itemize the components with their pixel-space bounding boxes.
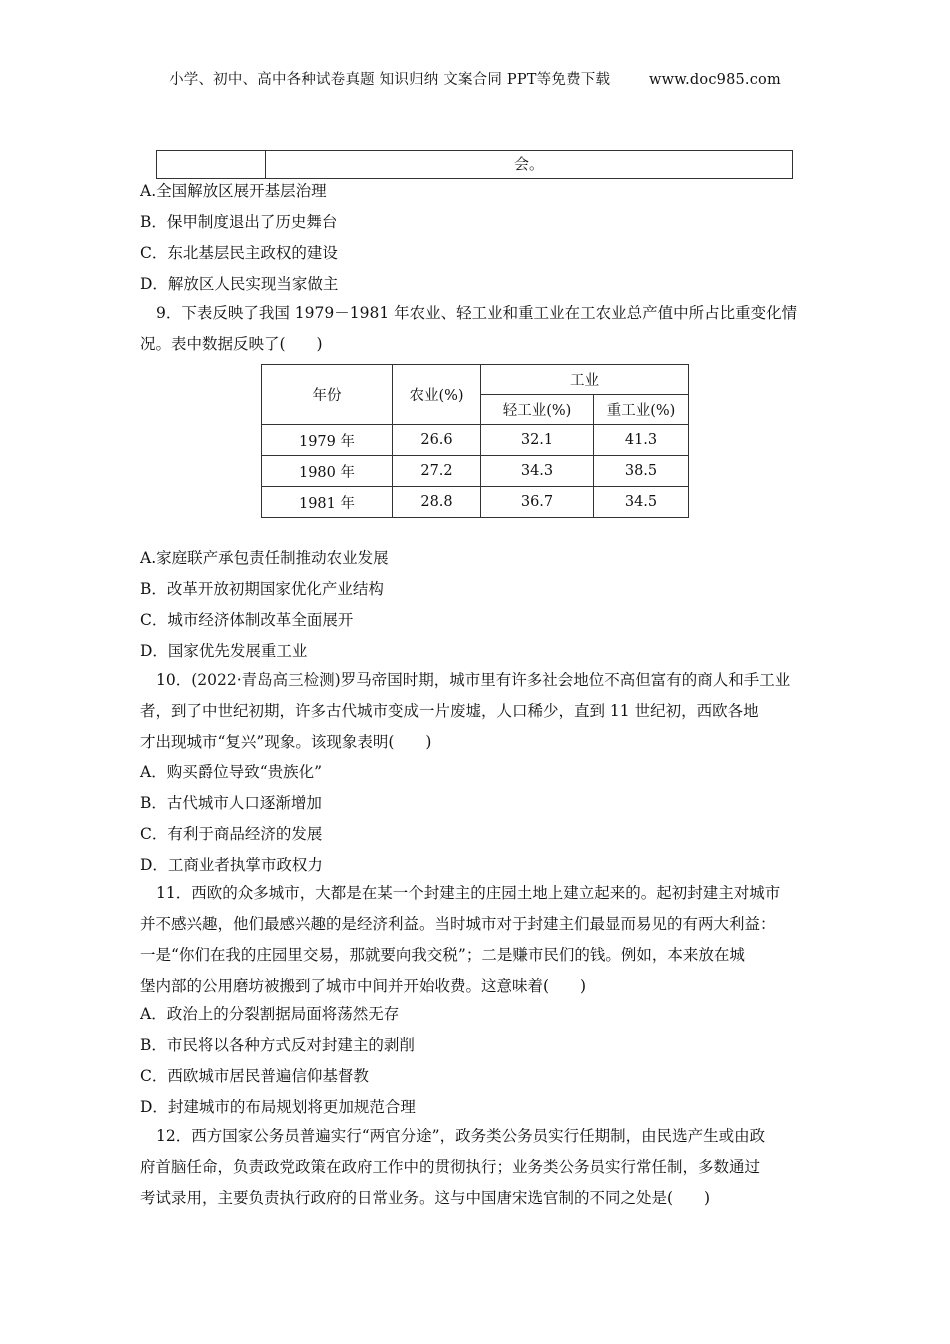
q10-option-a: A．购买爵位导致“贵族化”	[140, 763, 323, 781]
continued-table-cell: 会。	[513, 155, 544, 173]
q11-option-d: D．封建城市的布局规划将更加规范合理	[140, 1098, 416, 1116]
table-cell-light: 32.1	[481, 425, 594, 456]
table-cell-heavy: 38.5	[594, 456, 689, 487]
page-header	[0, 68, 950, 89]
q8-option-a: A.全国解放区展开基层治理	[140, 182, 327, 200]
header-site: www.doc985.com	[648, 72, 781, 88]
table-cell-agri: 26.6	[393, 425, 481, 456]
table-cell-year: 1981 年	[262, 487, 393, 518]
table-cell-agri: 28.8	[393, 487, 481, 518]
q9-stem-line: 9．下表反映了我国 1979－1981 年农业、轻工业和重工业在工农业总产值中所占比重变化情	[156, 304, 798, 322]
q10-stem-line: 才出现城市“复兴”现象。该现象表明( )	[140, 733, 432, 751]
table-row	[262, 487, 689, 518]
continued-table-row	[156, 150, 793, 179]
table-cell-light: 34.3	[481, 456, 594, 487]
q10-option-c: C．有利于商品经济的发展	[140, 825, 323, 843]
q11-stem	[140, 878, 812, 1002]
table-cell-heavy: 34.5	[594, 487, 689, 518]
q11-option-b: B．市民将以各种方式反对封建主的剥削	[140, 1036, 415, 1054]
table-row	[262, 456, 689, 487]
q9-option-c: C．城市经济体制改革全面展开	[140, 611, 354, 629]
table-header-year: 年份	[262, 365, 393, 425]
table-header-agri: 农业(%)	[393, 365, 481, 425]
table-header-industry: 工业	[481, 365, 689, 395]
q12-stem-line: 考试录用，主要负责执行政府的日常业务。这与中国唐宋选官制的不同之处是( )	[140, 1189, 711, 1207]
q11-stem-line: 堡内部的公用磨坊被搬到了城市中间并开始收费。这意味着( )	[140, 977, 587, 995]
q10-stem-line: 者，到了中世纪初期，许多古代城市变成一片废墟，人口稀少，直到 11 世纪初，西欧各地	[140, 702, 759, 720]
q8-option-b: B．保甲制度退出了历史舞台	[140, 213, 338, 231]
q9-stem	[140, 298, 812, 360]
q9-option-a: A.家庭联产承包责任制推动农业发展	[140, 549, 389, 567]
q9-stem-line: 况。表中数据反映了( )	[140, 335, 323, 353]
q11-option-c: C．西欧城市居民普遍信仰基督教	[140, 1067, 369, 1085]
q12-stem-line: 12．西方国家公务员普遍实行“两官分途”，政务类公务员实行任期制，由民选产生或由政	[156, 1127, 766, 1145]
q9-option-b: B．改革开放初期国家优化产业结构	[140, 580, 384, 598]
q10-stem-line: 罗马帝国时期，城市里有许多社会地位不高但富有的商人和手工业	[340, 671, 791, 689]
q11-stem-line: 并不感兴趣，他们最感兴趣的是经济利益。当时城市对于封建主们最显而易见的有两大利益：	[140, 915, 776, 933]
q12-stem-line: 府首脑任命，负责政党政策在政府工作中的贯彻执行；业务类公务员实行常任制，多数通过	[140, 1158, 761, 1176]
q11-stem-line: 11．西欧的众多城市，大都是在某一个封建主的庄园土地上建立起来的。起初封建主对城市	[156, 884, 781, 902]
table-cell-agri: 27.2	[393, 456, 481, 487]
q8-option-c: C．东北基层民主政权的建设	[140, 244, 338, 262]
q8-option-d: D．解放区人民实现当家做主	[140, 275, 339, 293]
q10-option-d: D．工商业者执掌市政权力	[140, 856, 323, 874]
table-cell-light: 36.7	[481, 487, 594, 518]
table-cell-year: 1980 年	[262, 456, 393, 487]
q11-option-a: A．政治上的分裂割据局面将荡然无存	[140, 1005, 400, 1023]
q12-stem	[140, 1121, 812, 1214]
header-text: 小学、初中、高中各种试卷真题 知识归纳 文案合同 PPT等免费下载	[169, 72, 611, 88]
q10-source: (2022·青岛高三检测)	[191, 671, 341, 689]
table-cell-heavy: 41.3	[594, 425, 689, 456]
q11-stem-line: 一是“你们在我的庄园里交易，那就要向我交税”；二是赚市民们的钱。例如，本来放在城	[140, 946, 745, 964]
table-cell-year: 1979 年	[262, 425, 393, 456]
table-header-heavy: 重工业(%)	[594, 395, 689, 425]
q9-option-d: D．国家优先发展重工业	[140, 642, 308, 660]
q10-number: 10．	[156, 671, 192, 689]
q10-stem	[140, 665, 812, 758]
q10-option-b: B．古代城市人口逐渐增加	[140, 794, 322, 812]
q9-data-table	[261, 364, 689, 518]
continued-table-cell-empty	[157, 151, 266, 178]
table-header-light: 轻工业(%)	[481, 395, 594, 425]
table-row	[262, 425, 689, 456]
